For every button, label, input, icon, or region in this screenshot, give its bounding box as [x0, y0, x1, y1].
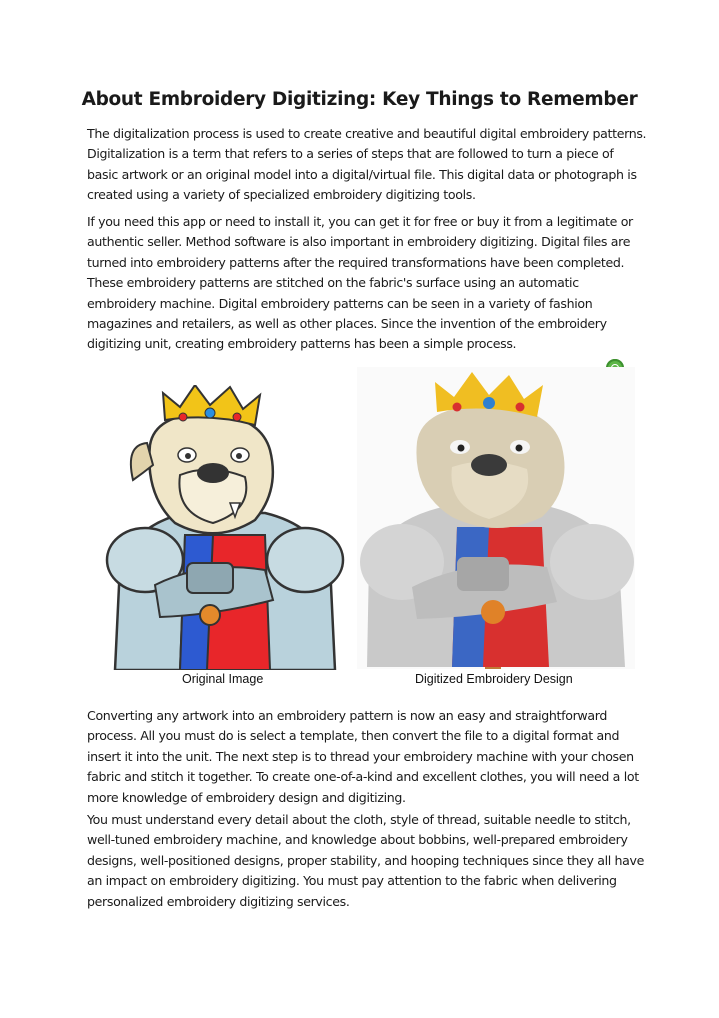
paragraph-4: You must understand every detail about the cloth, style of thread, suitable needle to stitch, well-tuned embroidery machine, and knowledge about bobbins, well-prepared embroidery designs, well-positioned designs, proper stability, and hooping techniques since they all have an impact on embroidery digitizing. You must pay attention to the fabric when delivering personalized embroidery digitizing services.: [87, 812, 645, 909]
left-caption: Original Image: [182, 672, 264, 686]
paragraph-1: The digitalization process is used to create creative and beautiful digital embroidery patterns. Digitalization is a term that refers to a series of steps that are followed to turn a piece of basic artwork or an original model into a digital/virtual file. This digital data or photograph is created using a variety of specialized embroidery digitizing tools.: [87, 126, 647, 203]
bulldog-king-cartoon-icon: [95, 385, 355, 670]
right-caption: Digitized Embroidery Design: [415, 672, 573, 686]
page-title: About Embroidery Digitizing: Key Things to Remember: [81, 89, 638, 110]
paragraph-2: If you need this app or need to install it, you can get it for free or buy it from a legitimate or authentic seller. Method software is also important in embroidery digitizing. Digital files are turned into embroidery patterns after the required transformations have been completed. These embroidery patterns are stitched on the fabric's surface using an automatic embroidery machine. Digital embroidery patterns can be seen in a variety of fashion magazines and retailers, as well as other places. Since the invention of the embroidery digitizing unit, creating embroidery patterns has been a simple process.: [87, 214, 633, 352]
bulldog-king-embroidery-icon: [357, 367, 635, 669]
paragraph-3: Converting any artwork into an embroidery pattern is now an easy and straightforward process. All you must do is select a template, then convert the file to a digital format and insert it into the unit. The next step is to thread your embroidery machine with your chosen fabric and stitch it together. To create one-of-a-kind and excellent clothes, you will need a lot more knowledge of embroidery design and digitizing.: [87, 708, 639, 805]
comparison-figure: [95, 355, 635, 695]
